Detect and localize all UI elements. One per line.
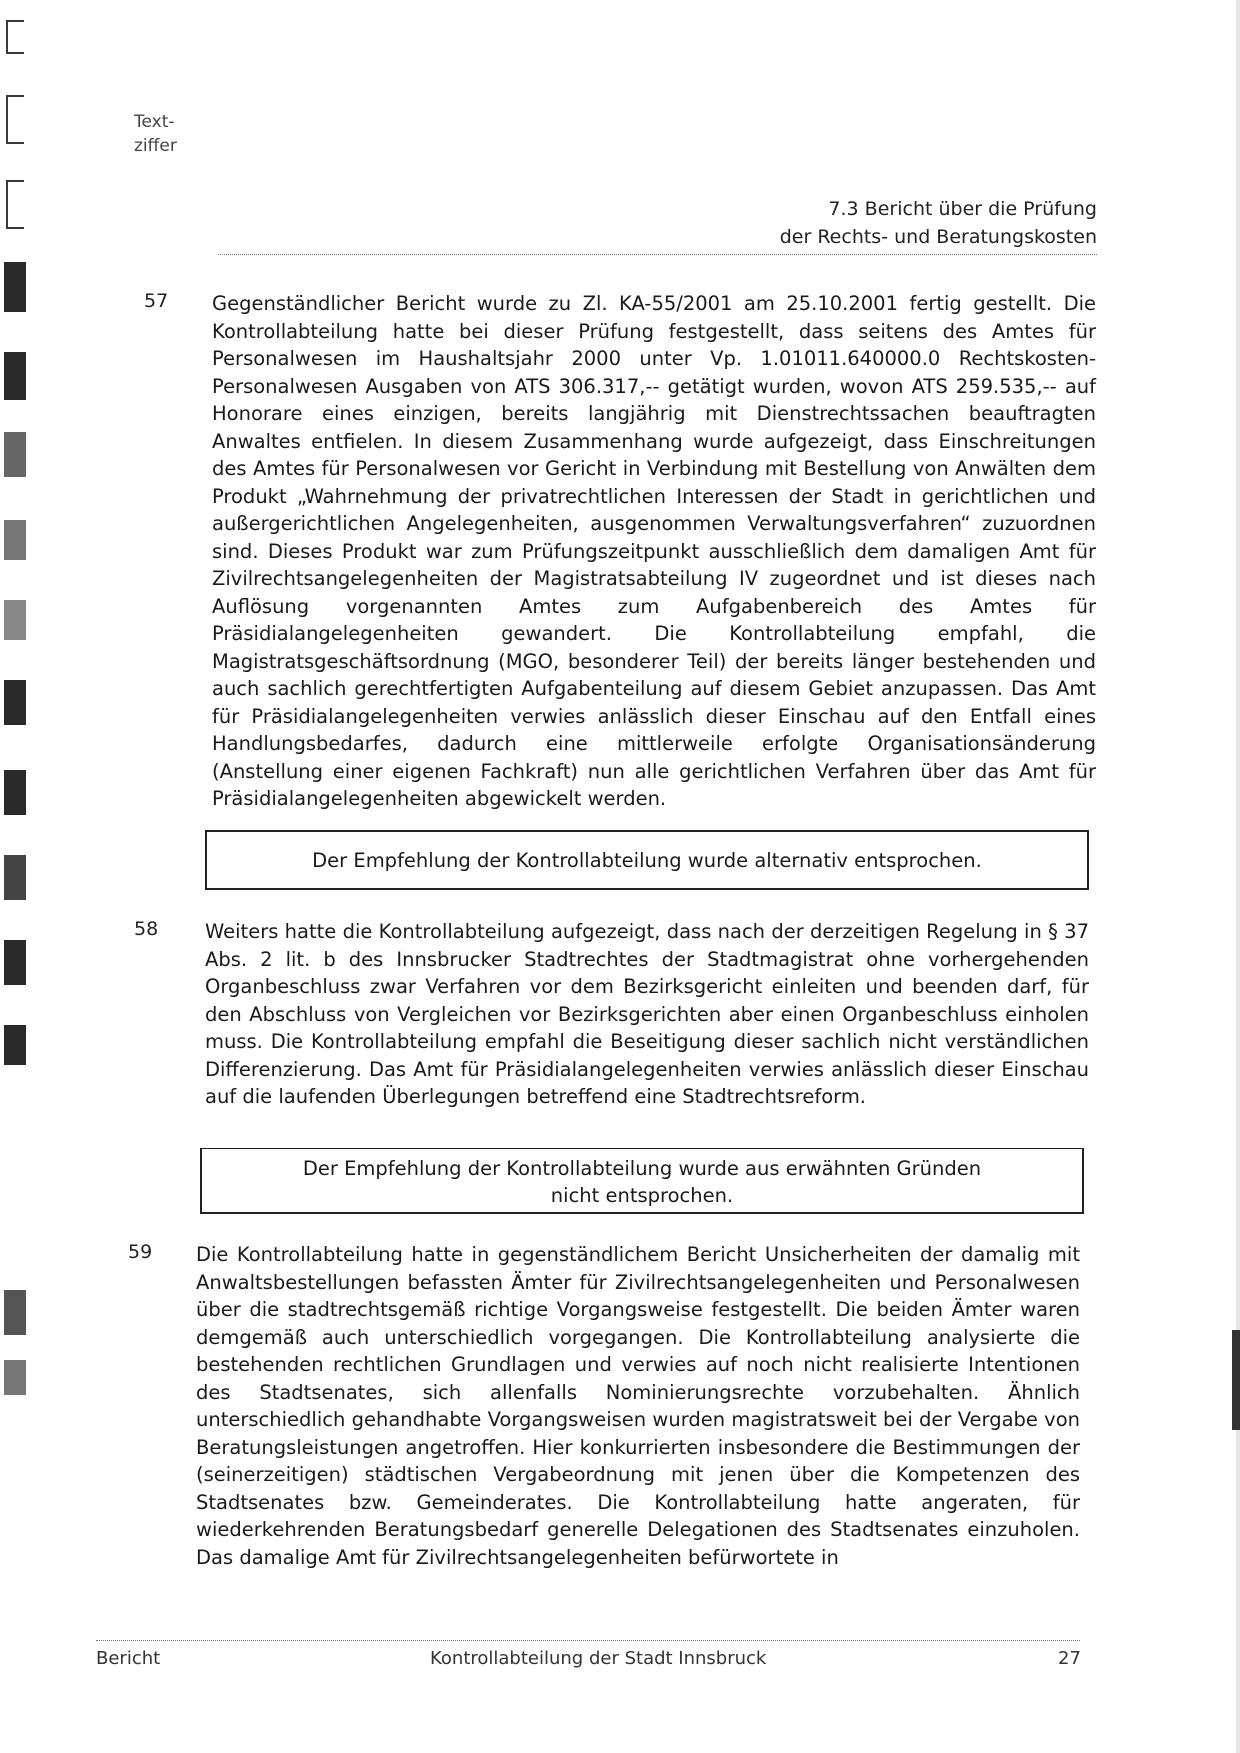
paragraph-57: Gegenständlicher Bericht wurde zu Zl. KA-55/2001 am 25.10.2001 fertig gestellt. Die Kontrollabteilung hatte bei dieser Prüfung festgestellt, dass seitens des Amtes für Personalwesen im Haushaltsjahr 2000 unter Vp. 1.01011.640000.0 Rechtskosten-Personalwesen Ausgaben von ATS 306.317,-- getätigt wurden, wovon ATS 259.535,-- auf Honorare eines einzigen, bereits langjährig mit Dienstrechtssachen beauftragten Anwaltes entfielen. In diesem Zusammenhang wurde aufgezeigt, dass Einschreitungen des Amtes für Personalwesen vor Gericht in Verbindung mit Bestellung von Anwälten dem Produkt „Wahrnehmung der privatrechtlichen Interessen der Stadt in gerichtlichen und außergerichtlichen Angelegenheiten, ausgenommen Verwaltungsverfahren“ zuzuordnen sind. Dieses Produkt war zum Prüfungszeitpunkt ausschließlich dem damaligen Amt für Zivilrechtsangelegenheiten der Magistratsabteilung IV zugeordnet und ist dieses nach Auflösung vorgenannten Amtes zum Aufgabenbereich des Amtes für Präsidialangelegenheiten gewandert. Die Kontrollabteilung empfahl, die Magistratsgeschäftsordnung (MGO, besonderer Teil) der bereits länger bestehenden und auch sachlich gerechtfertigten Aufgabenteilung auf diesem Gebiet anzupassen. Das Amt für Präsidialangelegenheiten verwies anlässlich dieser Einschau auf den Entfall eines Handlungsbedarfes, dadurch eine mittlerweile erfolgte Organisationsänderung (Anstellung einer eigenen Fachkraft) nun alle gerichtlichen Verfahren über das Amt für Präsidialangelegenheiten abgewickelt werden. — [212, 292, 1096, 810]
scan-edge-marks — [0, 0, 30, 1753]
item-number: 59 — [128, 1241, 153, 1263]
page-number: 27 — [1058, 1648, 1081, 1669]
footer-rule — [96, 1640, 1080, 1641]
item-number: 58 — [134, 918, 159, 940]
recommendation-text: nicht entsprochen. — [550, 1184, 734, 1207]
recommendation-box — [205, 830, 1089, 890]
recommendation-text: Der Empfehlung der Kontrollabteilung wurde aus erwähnten Gründen — [302, 1157, 982, 1180]
recommendation-box — [200, 1148, 1084, 1214]
paragraph-58: Weiters hatte die Kontrollabteilung aufgezeigt, dass nach der derzeitigen Regelung in § 37 Abs. 2 lit. b des Innsbrucker Stadtrechtes der Stadtmagistrat ohne vorhergehenden Organbeschluss zwar Verfahren vor dem Bezirksgericht einleiten und beenden darf, für den Abschluss von Vergleichen vor Bezirksgerichten aber einen Organbeschluss einholen muss. Die Kontrollabteilung empfahl die Beseitigung dieser sachlich nicht verständlichen Differenzierung. Das Amt für Präsidialangelegenheiten verwies anlässlich dieser Einschau auf die laufenden Überlegungen betreffend eine Stadtrechtsreform. — [205, 920, 1089, 1108]
section-heading: 7.3 Bericht über die Prüfung der Rechts- und Beratungskosten — [779, 198, 1097, 248]
margin-label: Text- ziffer — [134, 112, 177, 156]
paragraph-59: Die Kontrollabteilung hatte in gegenständlichem Bericht Unsicherheiten der damalig mit Anwaltsbestellungen befassten Ämter für Zivilrechtsangelegenheiten und Personalwesen über die stadtrechtsgemäß richtige Vorgangsweise festgestellt. Die beiden Ämter waren demgemäß auch unterschiedlich vorgegangen. Die Kontrollabteilung analysierte die bestehenden rechtlichen Grundlagen und verwies auf noch nicht realisierte Intentionen des Stadtsenates, sich allenfalls Nominierungsrechte vorzubehalten. Ähnlich unterschiedlich gehandhabte Vorgangsweisen wurden magistratsweit bei der Vergabe von Beratungsleistungen angetroffen. Hier konkurrierten insbesondere die Bestimmungen der (seinerzeitigen) städtischen Vergabeordnung mit jenen über die Kompetenzen des Stadtsenates bzw. Gemeinderates. Die Kontrollabteilung hatte angeraten, für wiederkehrenden Beratungsbedarf generelle Delegationen des Stadtsenates einzuholen. Das damalige Amt für Zivilrechtsangelegenheiten befürwortete in — [196, 1243, 1080, 1569]
scan-right-edge — [1236, 0, 1240, 1753]
footer-center: Kontrollabteilung der Stadt Innsbruck — [430, 1648, 767, 1669]
item-number: 57 — [144, 290, 169, 312]
recommendation-text: Der Empfehlung der Kontrollabteilung wurde alternativ entsprochen. — [312, 849, 982, 872]
heading-rule — [218, 254, 1097, 255]
footer-left: Bericht — [96, 1648, 161, 1669]
